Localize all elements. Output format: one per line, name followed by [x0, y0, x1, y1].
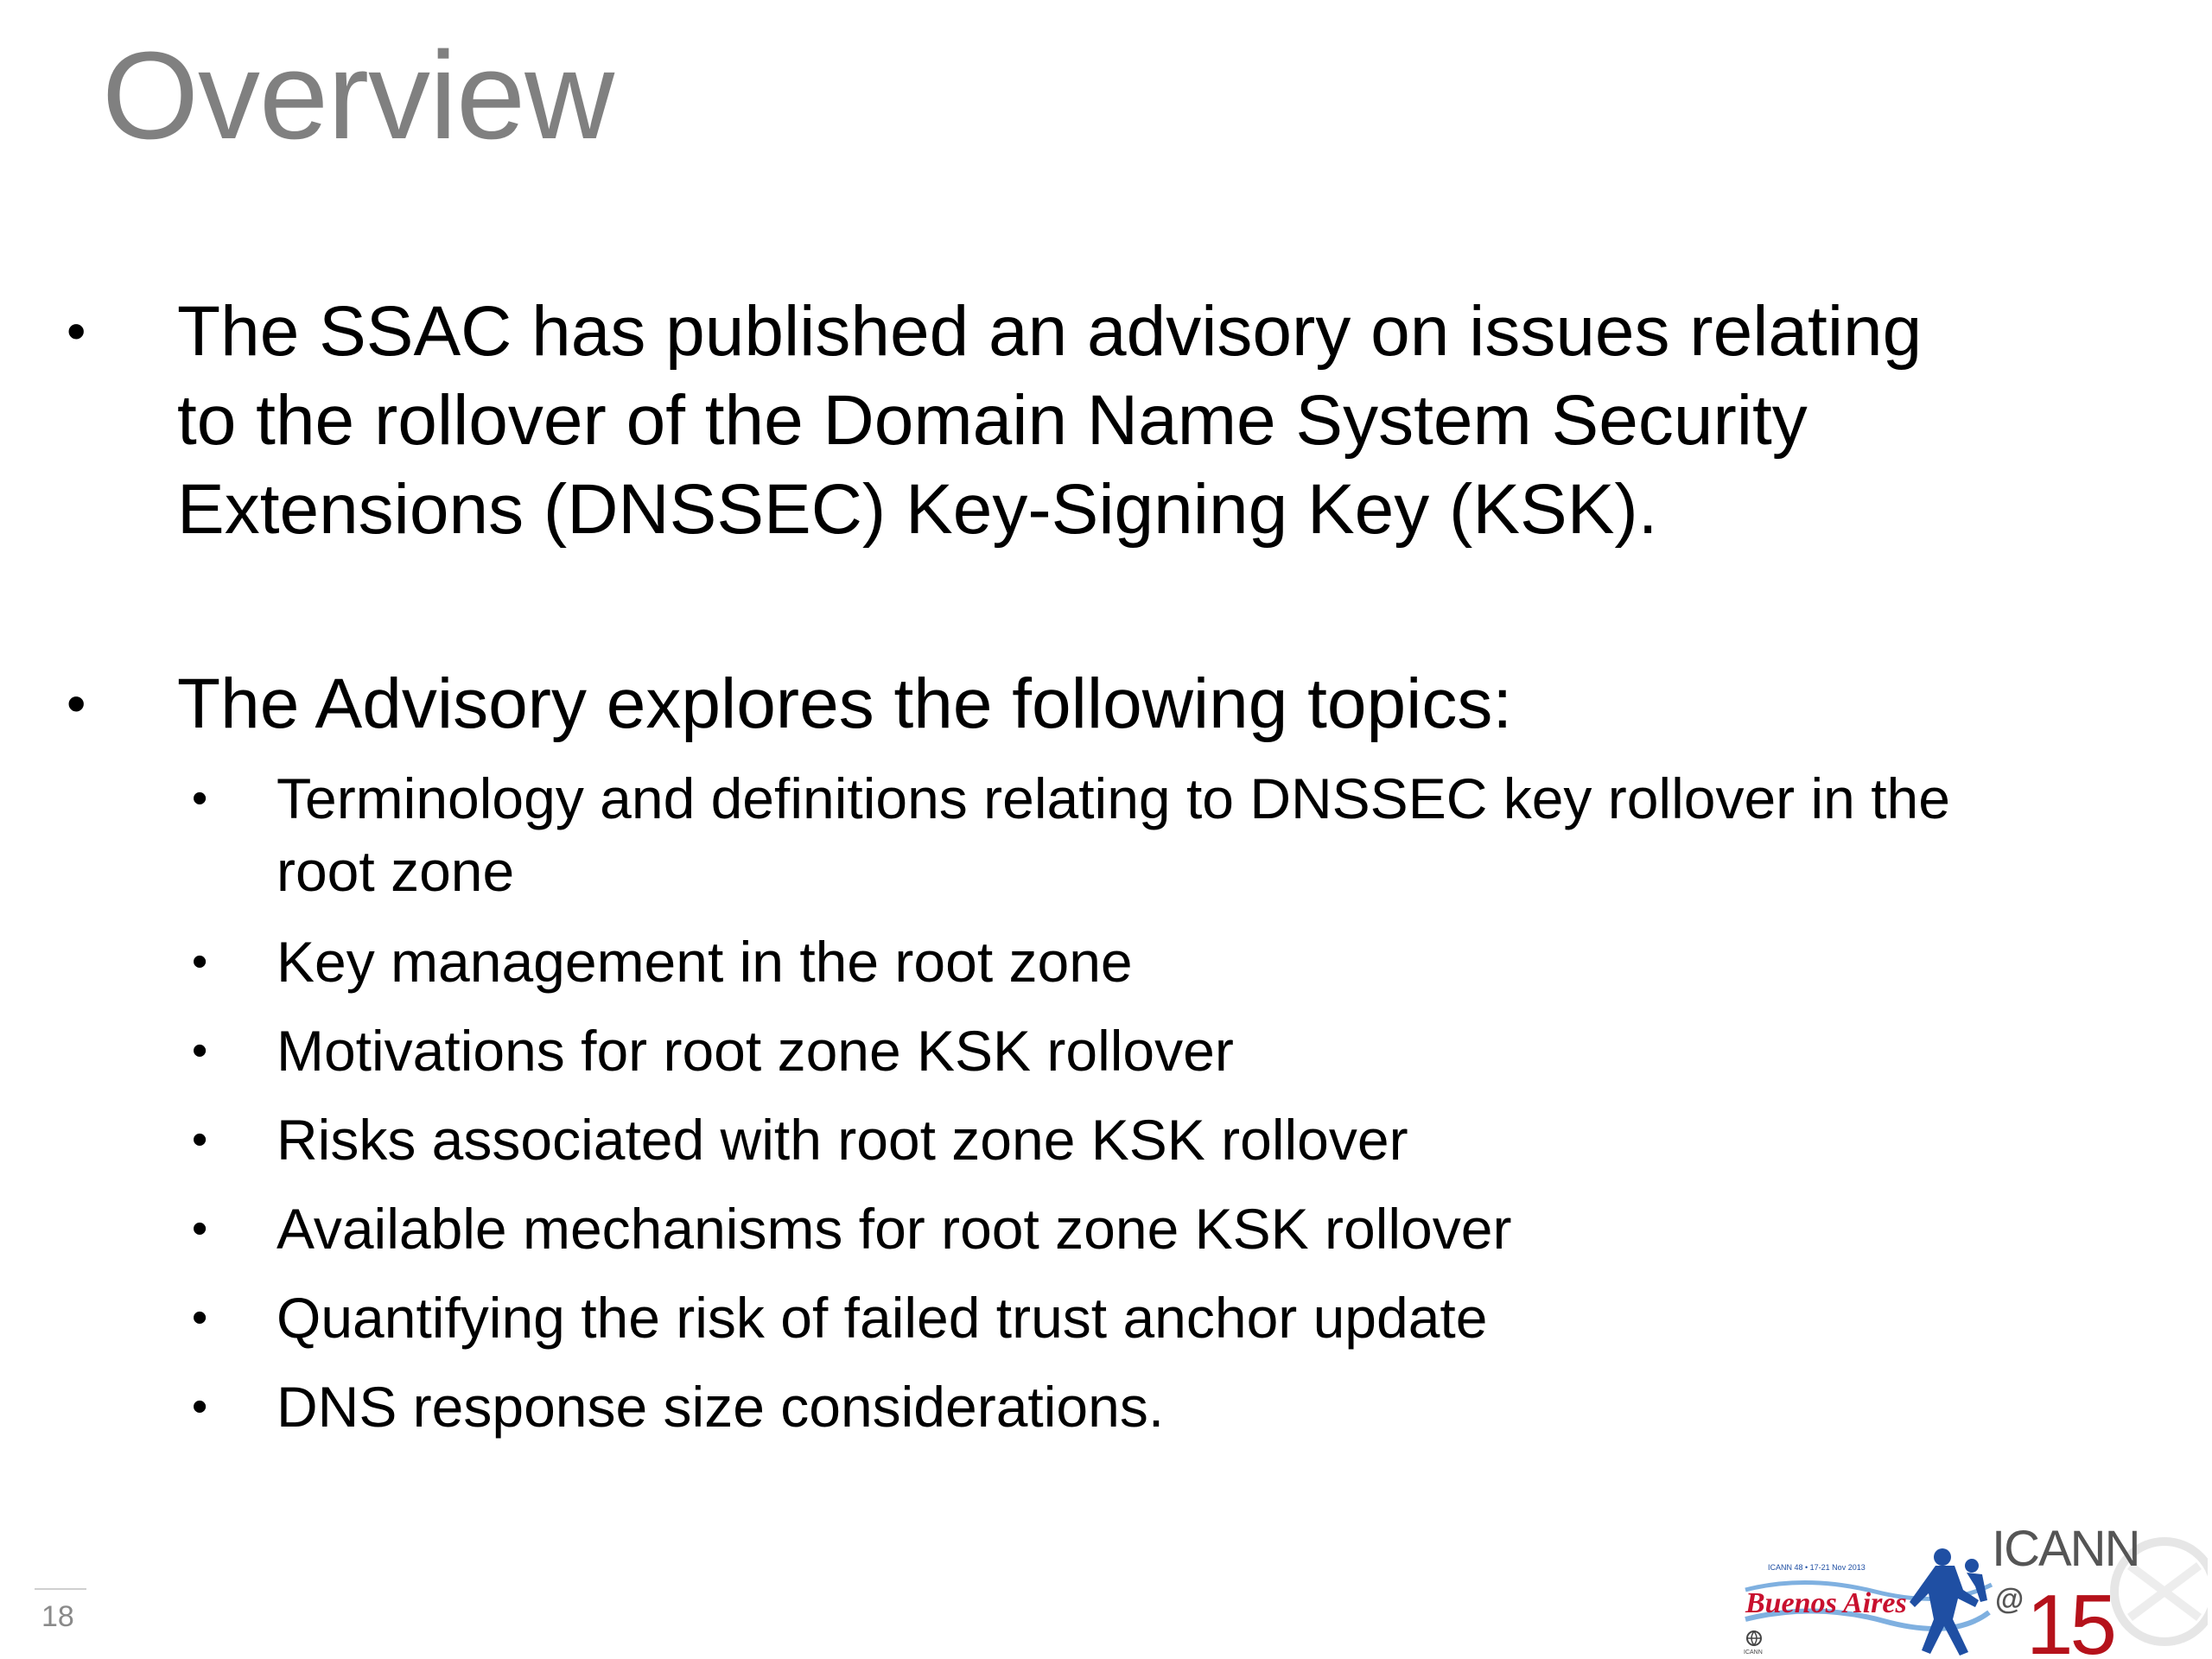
- bullet-icon: •: [192, 1204, 208, 1254]
- sub-bullet-item: [192, 1281, 1987, 1354]
- sub-bullet-text: DNS response size considerations.: [276, 1375, 1165, 1439]
- sub-bullet-text: Motivations for root zone KSK rollover: [276, 1019, 1234, 1083]
- bullet-icon: •: [192, 1026, 208, 1076]
- bullet-item: [67, 659, 1974, 748]
- bullet-text: The SSAC has published an advisory on issues relating to the rollover of the Domain Name System Security Extensions (DNSSEC) Key-Signing Key (KSK).: [177, 292, 1923, 549]
- sub-bullet-item: [192, 1192, 1987, 1265]
- event-dates: ICANN 48 • 17-21 Nov 2013: [1768, 1563, 1866, 1572]
- dancers-icon: [1910, 1548, 1987, 1656]
- sub-bullet-text: Key management in the root zone: [276, 930, 1133, 994]
- sub-bullet-text: Available mechanisms for root zone KSK rollover: [276, 1197, 1512, 1261]
- slide-title: Overview: [102, 26, 614, 165]
- bullet-icon: •: [67, 300, 86, 362]
- sub-bullet-item: [192, 762, 1987, 907]
- bullet-icon: •: [192, 1293, 208, 1343]
- sub-bullet-text: Risks associated with root zone KSK rollover: [276, 1108, 1408, 1172]
- sub-bullet-item: [192, 925, 1987, 998]
- event-sub-label: ICANN: [1744, 1649, 1763, 1656]
- sub-bullet-item: [192, 1370, 1987, 1443]
- at-symbol: @: [1995, 1583, 2024, 1616]
- bullet-icon: •: [192, 773, 208, 823]
- buenos-aires-logo: [1737, 1540, 1996, 1657]
- watermark-cross: [2130, 1566, 2199, 1618]
- anniversary-number: 15: [2026, 1577, 2114, 1659]
- sub-bullet-text: Quantifying the risk of failed trust anchor update: [276, 1286, 1488, 1350]
- bullet-icon: •: [192, 1115, 208, 1165]
- sub-bullet-item: [192, 1014, 1987, 1087]
- bullet-icon: •: [192, 937, 208, 987]
- event-city: Buenos Aires: [1745, 1587, 1907, 1619]
- sub-bullet-text: Terminology and definitions relating to DNSSEC key rollover in the root zone: [276, 766, 1950, 903]
- page-number: 18: [41, 1600, 74, 1633]
- bullet-icon: •: [67, 672, 86, 734]
- bullet-icon: •: [192, 1382, 208, 1432]
- bullet-item: [67, 287, 1974, 554]
- icann-15-logo: [1992, 1505, 2208, 1659]
- icann-wordmark: ICANN: [1992, 1521, 2139, 1577]
- sub-bullet-item: [192, 1103, 1987, 1176]
- bullet-text: The Advisory explores the following topics:: [177, 664, 1513, 743]
- footer-divider: [35, 1588, 86, 1590]
